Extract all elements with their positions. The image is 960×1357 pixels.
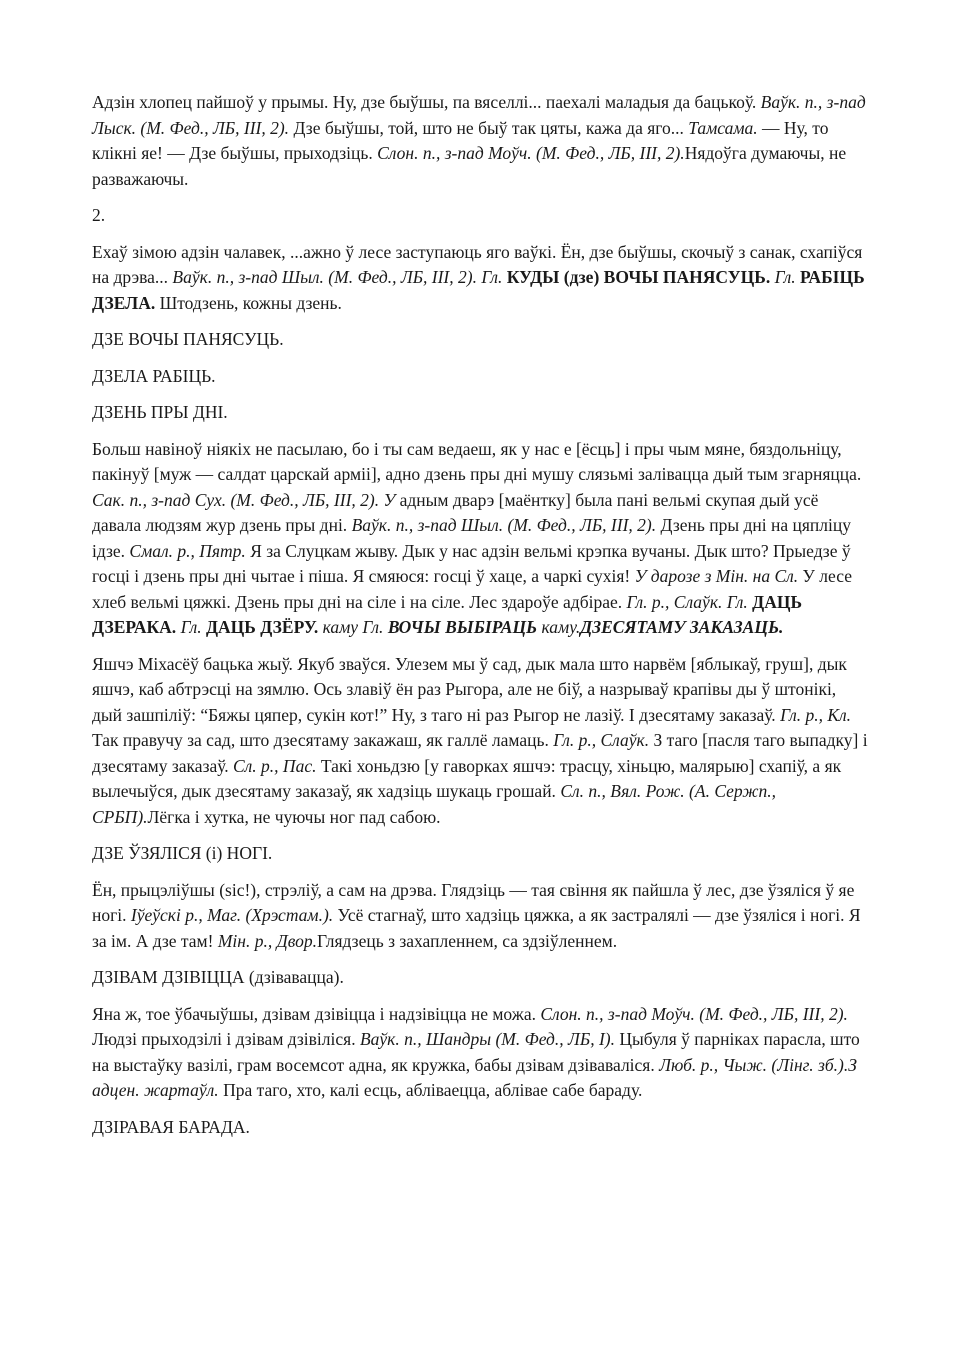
text-run: 2. xyxy=(92,205,106,225)
text-run: Дзень пры дні на цяпліцу ідзе. xyxy=(92,515,852,561)
text-run: Штодзень, кожны дзень. xyxy=(155,292,342,313)
text-run: Гл. р., Слаўк. xyxy=(553,730,650,750)
text-run: Ён, прыцэліўшы (sic!), стрэліў, а сам на дрэва. Глядзіць — тая свіння як пайшла ў лес, дзе ўзяліся ў яе ногі. xyxy=(92,879,855,925)
text-run: Такі хоньдзю [у гаворках яшчэ: трасцу, хіньцю, малярыю] схапіў, а як вылечыўся, дык дзесятаму заказаў, як хадзіць шукаць грошай. xyxy=(92,755,842,801)
text-run: Слон. п., з-пад Моўч. (М. Фед., ЛБ, III, 2). xyxy=(540,1003,848,1024)
text-run: Глядзець з захапленнем, са здзіўленнем. xyxy=(316,930,618,951)
text-run: У дарозе з Мін. на Сл. xyxy=(634,566,799,586)
text-run: Ехаў зімою адзін чалавек, ...ажно ў лесе заступаюць яго ваўкі. Ён, дзе быўшы, скочыў з санак, схапіўся на дрэва... xyxy=(92,241,863,287)
text-run: Слон. п., з-пад Моўч. (М. Фед., ЛБ, III, 2). xyxy=(377,143,685,163)
text-run: Іўеўскі р., Маг. (Хрэстам.). xyxy=(130,905,334,925)
text-run: Пра таго, хто, калі есць, абліваецца, аблівае сабе бараду. xyxy=(218,1080,643,1100)
text-run: каму Гл. xyxy=(322,617,384,637)
text-run: ВОЧЫ ВЫБІРАЦЬ xyxy=(387,617,538,637)
text-run: РАБІЦЬ ДЗЕЛА. xyxy=(92,267,865,313)
document-page xyxy=(92,90,870,1151)
text-run: Людзі прыходзілі і дзівам дзівіліся. xyxy=(92,1029,360,1049)
text-run: Сл. р., Пас. xyxy=(233,755,317,776)
text-run: Так правучу за сад, што дзесятаму закажаш, як галлё ламаць. xyxy=(92,730,554,750)
text-run: — Ну, то клікні яе! — Дзе быўшы, прыходзіць. xyxy=(92,117,829,163)
text-run: Сак. п., з-пад Сух. (М. Фед., ЛБ, III, 2). У xyxy=(92,489,396,510)
text-run: каму. xyxy=(541,617,581,637)
text-run: У лесе хлеб вельмі цяжкі. Дзень пры дні на сіле і на сіле. Лес здароўе адбірае. xyxy=(92,566,852,612)
text-run: З таго [пасля таго выпадку] і дзесятаму заказаў. xyxy=(92,730,868,776)
text-run: Усё стагнаў, што хадзіць цяжка, а як застралялі — дзе ўзяліся і ногі. Я за ім. А дзе там! xyxy=(92,905,861,951)
text-run: Гл. xyxy=(774,267,796,287)
paragraph-4 xyxy=(92,437,870,641)
text-run: Яна ж, тое ўбачыўшы, дзівам дзівіцца і надзівіцца не можа. xyxy=(92,1003,541,1024)
text-run: Смал. р., Пятр. xyxy=(129,540,246,561)
paragraph-6 xyxy=(92,878,870,955)
text-run: Гл. р., Кл. xyxy=(780,704,851,725)
text-run: Лёгка і хутка, не чуючы ног пад сабою. xyxy=(147,806,441,827)
text-run: Больш навіноў ніякіх не пасылаю, бо і ты сам ведаеш, як у нас е [ёсць] і пры чым мяне, бяздольніцу, пакінуў [муж — салдат царскай арміі], адно дзень пры дні мушу слязьмі залівацца дый тым згарняцца. xyxy=(92,438,862,484)
text-run: ДАЦЬ ДЗЁРУ. xyxy=(205,617,319,637)
text-run: Гл. xyxy=(180,617,202,637)
text-run: Ваўк. п., з-пад Шыл. (М. Фед., ЛБ, III, 2). xyxy=(351,515,657,535)
text-run: ДАЦЬ ДЗЕРАКА. xyxy=(92,591,803,637)
text-run: Адзін хлопец пайшоў у прымы. Ну, дзе быўшы, па вяселлі... паехалі маладыя да бацькоў. xyxy=(92,92,761,112)
text-run: Ваўк. п., з-пад Лыск. (М. Фед., ЛБ, III, 2). xyxy=(92,92,866,138)
text-run: Дзе быўшы, той, што не быў так цяты, кажа да яго... xyxy=(289,117,689,138)
text-run: Гл. р., Слаўк. Гл. xyxy=(626,591,748,612)
entry-heading-dzivam-dzivitstsa: ДЗІВАМ ДЗІВІЦЦА (дзівавацца). xyxy=(92,967,344,987)
paragraph-3 xyxy=(92,240,870,317)
entry-heading-dziravaya-barada: ДЗІРАВАЯ БАРАДА. xyxy=(92,1116,250,1137)
text-run: Мін. р., Двор. xyxy=(217,930,317,951)
paragraph-number xyxy=(92,203,870,229)
text-run: Цыбуля ў парніках парасла, што на выстаўку вазілі, грам восемсот адна, як кружка, бабы дзівам дзіваваліся. xyxy=(92,1029,860,1075)
entry-heading-dze-vochy: ДЗЕ ВОЧЫ ПАНЯСУЦЬ. xyxy=(92,329,284,349)
entry-heading-dzen-pry-dni: ДЗЕНЬ ПРЫ ДНІ. xyxy=(92,402,228,422)
text-run: Ваўк. п., з-пад Шыл. (М. Фед., ЛБ, III, 2). Гл. xyxy=(172,267,503,287)
text-run: Сл. п., Вял. Рож. (А. Сержп., СРБП). xyxy=(92,781,776,827)
text-run: Нядоўга думаючы, не разважаючы. xyxy=(92,143,847,189)
text-run: Ваўк. п., Шандры (М. Фед., ЛБ, І). xyxy=(359,1029,615,1049)
text-run: Я за Слуцкам жыву. Дык у нас адзін вельмі крэпка вучаны. Дык што? Прыедзе ў госці і дзень пры дні чытае і піша. Я смяюся: госці ў хаце, а чаркі сухія! xyxy=(92,540,851,586)
paragraph-1 xyxy=(92,90,870,192)
text-run: ДЗЕСЯТАМУ ЗАКАЗАЦЬ. xyxy=(580,617,784,637)
entry-heading-dze-uzyalisya: ДЗЕ ЎЗЯЛІСЯ (і) НОГІ. xyxy=(92,843,273,863)
paragraph-5 xyxy=(92,652,870,831)
text-run: Тамсама. xyxy=(688,117,758,138)
text-run: адным дварэ [маёнтку] была пані вельмі скупая дый усё давала людзям жур дзень пры дні. xyxy=(92,489,819,535)
entry-heading-dzela-rabits: ДЗЕЛА РАБІЦЬ. xyxy=(92,365,216,386)
text-run: КУДЫ (дзе) ВОЧЫ ПАНЯСУЦЬ. xyxy=(506,267,771,287)
text-run: Яшчэ Міхасёў бацька жыў. Якуб зваўся. Улезем мы ў сад, дык мала што нарвём [яблыкаў, груш], дык яшчэ, каб абтрэсці на зямлю. Ось злавіў ён раз Рыгора, але не біў, а назрываў крапівы ды ў штонікі, дый зашпіліў: “Бяжы цяпер, сукін кот!” Ну, з таго ні раз Рыгор не лазіў. І дзесятаму заказаў. xyxy=(92,653,847,725)
paragraph-7 xyxy=(92,1002,870,1104)
text-run: Люб. р., Чыж. (Лінг. зб.).З адцен. жартаўл. xyxy=(92,1054,857,1100)
